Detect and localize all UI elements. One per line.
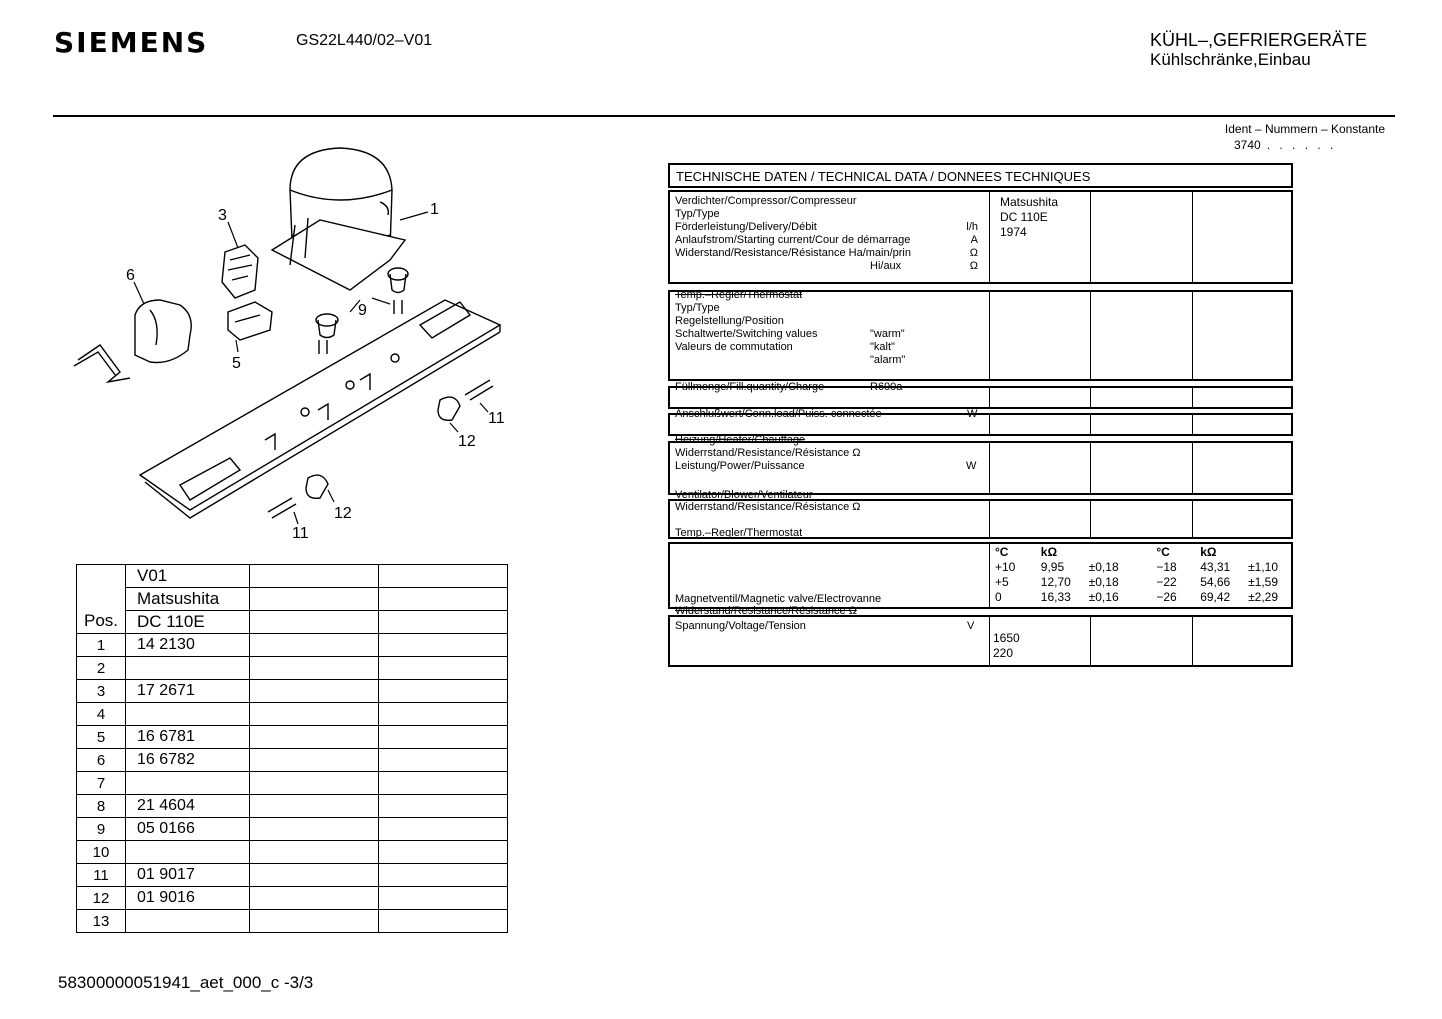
table-row: [77, 841, 508, 864]
part-number: [126, 772, 250, 795]
valve-cell: ±0,18: [1088, 560, 1119, 574]
connected-load-block: [668, 408, 1293, 436]
voltage-unit: V: [967, 620, 975, 632]
pos-number: 4: [77, 703, 126, 726]
table-row: [77, 795, 508, 818]
part-number: [126, 841, 250, 864]
commutation-label: Valeurs de commutation: [675, 341, 793, 353]
table-row: [77, 864, 508, 887]
pos-number: 7: [77, 772, 126, 795]
valve-cell: 43,31: [1200, 560, 1231, 574]
compressor-label: Verdichter/Compressor/Compresseur: [675, 195, 857, 207]
charge-label: Füllmenge/Fill.quantity/Charge: [675, 381, 825, 393]
connected-load-label: Anschlußwert/Conn.load/Puiss. connectée: [675, 408, 882, 420]
document-footer: 58300000051941_aet_000_c -3/3: [58, 973, 314, 992]
unit-ohm-main: Ω: [969, 247, 978, 259]
valve-cell: ±0,16: [1088, 590, 1119, 604]
table-row: [77, 887, 508, 910]
compressor-labels: [675, 195, 911, 273]
pos-number: 12: [77, 887, 126, 910]
model-number: GS22L440/02–V01: [296, 32, 433, 49]
charge-block: [668, 381, 1293, 409]
pos-header: Pos.: [77, 565, 126, 634]
valve-cell: kΩ: [1200, 545, 1217, 559]
overload-drawing: [228, 302, 272, 340]
part-number: 16 6781: [126, 726, 250, 749]
compressor-values: [1000, 195, 1058, 240]
valve-cell: ±1,59: [1248, 575, 1279, 589]
thermostat-labels: [675, 289, 817, 354]
fan-block: [668, 489, 1293, 539]
callout-12-left: 12: [334, 505, 352, 522]
pos-number: 2: [77, 657, 126, 680]
valve-cell: ±1,10: [1248, 560, 1279, 574]
heater-unit: W: [966, 460, 977, 472]
part-number: 16 6782: [126, 749, 250, 772]
thermostat-label: Temp.–Regler/Thermostat: [675, 289, 803, 301]
part-number: 17 2671: [126, 680, 250, 703]
callout-11-right: 11: [488, 410, 505, 427]
compressor-units: [962, 221, 978, 273]
unit-a: A: [970, 234, 978, 246]
thermostat-states: [870, 328, 905, 367]
header-divider: [53, 115, 1395, 117]
valve-cell: ±2,29: [1248, 590, 1279, 604]
table-row: [77, 680, 508, 703]
callout-6: 6: [126, 267, 135, 284]
state-warm: "warm": [870, 328, 905, 340]
compressor-drawing: [272, 148, 405, 290]
valve-resistance-table: [992, 545, 1291, 605]
pos-number: 9: [77, 818, 126, 841]
compressor-type-header: DC 110E: [126, 611, 250, 634]
valve-cell: 69,42: [1200, 590, 1231, 604]
manufacturer-header: Matsushita: [126, 588, 250, 611]
heater-block: [668, 434, 1293, 495]
starting-current-label: Anlaufstrom/Starting current/Cour de démarrage: [675, 234, 911, 246]
state-kalt: "kalt": [870, 341, 895, 353]
ident-number: 3740: [1234, 138, 1261, 152]
fan-label: Ventilator/Blower/Ventilateur: [675, 489, 813, 501]
callout-1: 1: [430, 201, 439, 218]
ident-value: [1234, 138, 1336, 152]
category-title: KÜHL–,GEFRIERGERÄTE: [1150, 30, 1368, 50]
cover-drawing: [74, 300, 191, 382]
resistance-aux-label: Hi/aux: [870, 260, 902, 272]
valve-row: [992, 590, 1291, 605]
valve-cell: +10: [995, 560, 1016, 574]
unit-lh: l/h: [966, 221, 978, 233]
table-row: [77, 910, 508, 933]
table-row: [77, 657, 508, 680]
charge-value: R600a: [870, 381, 903, 393]
table-row: [77, 818, 508, 841]
heater-label: Heizung/Heater/Chauffage: [675, 434, 806, 446]
part-number: 01 9016: [126, 887, 250, 910]
pos-number: 3: [77, 680, 126, 703]
valve-table-body: [992, 545, 1291, 605]
thermostat-type-label: Typ/Type: [675, 302, 720, 314]
fan-thermostat-label: Temp.–Regler/Thermostat: [675, 527, 803, 539]
voltage-block: [668, 615, 1293, 667]
voltage-values: [993, 631, 1020, 661]
table-row: [77, 634, 508, 657]
table-row: [77, 749, 508, 772]
voltage-label: Spannung/Voltage/Tension: [675, 620, 806, 632]
valve-cell: 0: [995, 590, 1002, 604]
ident-dots: . . . . . .: [1266, 138, 1337, 152]
connected-load-unit: W: [967, 408, 978, 420]
pos-number: 11: [77, 864, 126, 887]
state-alarm: "alarm": [870, 354, 906, 366]
valve-cell: −18: [1156, 560, 1177, 574]
compressor-delivery: 1974: [1000, 225, 1027, 239]
callout-9: 9: [358, 302, 367, 319]
parts-table: [76, 564, 508, 933]
valve-cell: −26: [1156, 590, 1177, 604]
compressor-block: [668, 190, 1293, 284]
valve-row: [992, 545, 1291, 560]
part-number: [126, 910, 250, 933]
resistance-main-label: Widerstand/Resistance/Résistance Ha/main/prin: [675, 247, 911, 259]
valve-cell: 9,95: [1040, 560, 1065, 574]
valve-cell: °C: [995, 545, 1009, 559]
ident-label: Ident – Nummern – Konstante: [1224, 122, 1385, 136]
siemens-logo: SIEMENS: [54, 26, 209, 59]
pos-number: 10: [77, 841, 126, 864]
pos-number: 13: [77, 910, 126, 933]
valve-cell: 16,33: [1040, 590, 1071, 604]
table-row: [77, 726, 508, 749]
parts-table-body: [77, 634, 508, 933]
table-row: [77, 703, 508, 726]
unit-ohm-aux: Ω: [969, 260, 978, 272]
valve-block: [668, 542, 1293, 617]
pos-number: 6: [77, 749, 126, 772]
heater-power-label: Leistung/Power/Puissance: [675, 460, 805, 472]
valve-cell: [1086, 545, 1154, 560]
valve-cell: kΩ: [1040, 545, 1058, 559]
part-number: [126, 657, 250, 680]
part-number: 14 2130: [126, 634, 250, 657]
callout-3: 3: [218, 207, 227, 224]
part-number: 21 4604: [126, 795, 250, 818]
category-subtitle: Kühlschränke,Einbau: [1150, 50, 1311, 69]
part-number: [126, 703, 250, 726]
voltage-value-1: 1650: [993, 631, 1020, 645]
tech-data-title: TECHNISCHE DATEN / TECHNICAL DATA / DONNEES TECHNIQUES: [668, 163, 1293, 188]
thermostat-block: [668, 290, 1293, 381]
voltage-value-2: 220: [993, 646, 1014, 660]
valve-cell: 54,66: [1200, 575, 1231, 589]
valve-row: [992, 560, 1291, 575]
valve-cell: −22: [1156, 575, 1177, 589]
valve-cell: +5: [995, 575, 1009, 589]
pos-number: 5: [77, 726, 126, 749]
compressor-model: DC 110E: [1000, 210, 1048, 224]
position-label: Regelstellung/Position: [675, 315, 784, 327]
table-row: [77, 772, 508, 795]
heater-resistance-label: Widerrstand/Resistance/Résistance Ω: [675, 447, 861, 459]
valve-cell: 12,70: [1040, 575, 1071, 589]
valve-row: [992, 575, 1291, 590]
fan-resistance-label: Widerrstand/Resistance/Résistance Ω: [675, 501, 861, 513]
valve-cell: [1245, 545, 1291, 560]
valve-label: Magnetventil/Magnetic valve/Electrovanne: [675, 593, 882, 605]
exploded-parts-diagram: [60, 140, 520, 550]
version-header: V01: [126, 565, 250, 588]
heater-lines: [675, 447, 861, 473]
compressor-manufacturer: Matsushita: [1000, 195, 1059, 209]
callout-11-left: 11: [292, 525, 309, 542]
valve-cell: ±0,18: [1088, 575, 1119, 589]
callout-5: 5: [232, 355, 241, 372]
part-number: 01 9017: [126, 864, 250, 887]
relay-drawing: [222, 245, 258, 298]
compressor-type-label: Typ/Type: [675, 208, 720, 220]
part-number: 05 0166: [126, 818, 250, 841]
switching-values-label: Schaltwerte/Switching values: [675, 328, 818, 340]
pos-number: 1: [77, 634, 126, 657]
callout-12-right: 12: [458, 433, 476, 450]
valve-cell: °C: [1156, 545, 1170, 559]
valve-resistance-label: Widerstand/Resistance/Résistance Ω: [675, 605, 857, 617]
delivery-label: Förderleistung/Delivery/Débit: [675, 221, 817, 233]
pos-number: 8: [77, 795, 126, 818]
